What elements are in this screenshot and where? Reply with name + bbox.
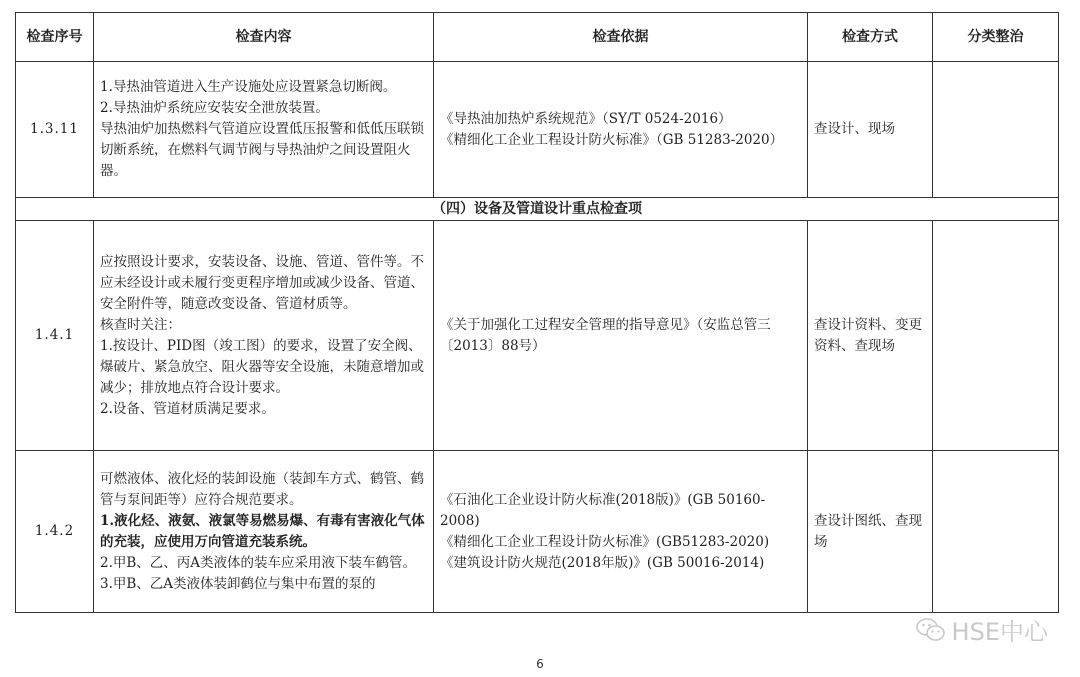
content-line: 核查时关注： <box>100 316 181 333</box>
row-class <box>933 451 1059 613</box>
row-num: 1.4.1 <box>16 221 94 451</box>
table-header-row <box>16 13 1059 62</box>
content-line: 3.甲B、乙A类液体装卸鹤位与集中布置的泵的 <box>100 575 376 592</box>
row-content <box>94 221 434 451</box>
content-line: 2.甲B、乙、丙A类液体的装车应采用液下装车鹤管。 <box>100 554 417 571</box>
row-method: 查设计、现场 <box>808 62 933 198</box>
content-line: 1.导热油管道进入生产设施处应设置紧急切断阀。 <box>100 79 397 95</box>
content-line: 可燃液体、液化烃的装卸设施（装卸车方式、鹤管、鹤管与泵间距等）应符合规范要求。 <box>100 470 424 508</box>
row-method: 查设计资料、变更资料、查现场 <box>808 221 933 451</box>
section-title: （四）设备及管道设计重点检查项 <box>16 198 1059 221</box>
header-basis: 检查依据 <box>434 13 808 62</box>
table-row <box>16 221 1059 451</box>
basis-line: 《关于加强化工过程安全管理的指导意见》（安监总管三〔2013〕88号） <box>440 316 771 354</box>
basis-line: 《石油化工企业设计防火标准(2018版)》(GB 50160-2008) <box>440 491 766 529</box>
row-class <box>933 221 1059 451</box>
content-line: 1.按设计、PID图（竣工图）的要求，设置了安全阀、爆破片、紧急放空、阻火器等安全设施，未随意增加或减少；排放地点符合设计要求。 <box>100 337 424 396</box>
content-line: 导热油炉加热燃料气管道应设置低压报警和低低压联锁切断系统，在燃料气调节阀与导热油炉之间设置阻火器。 <box>100 121 424 179</box>
page-number: 6 <box>536 657 544 671</box>
content-line: 2.设备、管道材质满足要求。 <box>100 400 275 417</box>
basis-line: 《建筑设计防火规范(2018年版)》(GB 50016-2014) <box>440 554 765 571</box>
watermark <box>916 612 1048 647</box>
row-basis <box>434 451 808 613</box>
wechat-icon <box>916 617 946 643</box>
watermark-text: HSE中心 <box>951 618 1048 646</box>
inspection-table <box>15 12 1059 613</box>
row-content <box>94 62 434 198</box>
header-num: 检查序号 <box>16 13 94 62</box>
header-content: 检查内容 <box>94 13 434 62</box>
row-num: 1.3.11 <box>16 62 94 198</box>
table-row <box>16 62 1059 198</box>
basis-line: 《精细化工企业工程设计防火标准》(GB51283-2020) <box>440 533 770 550</box>
row-basis <box>434 62 808 198</box>
row-basis <box>434 221 808 451</box>
header-method: 检查方式 <box>808 13 933 62</box>
row-content <box>94 451 434 613</box>
content-line-bold: 1.液化烃、液氨、液氯等易燃易爆、有毒有害液化气体的充装，应使用万向管道充装系统。 <box>100 512 425 550</box>
content-line: 应按照设计要求，安装设备、设施、管道、管件等。不应未经设计或未履行变更程序增加或减少设备、管道、安全附件等，随意改变设备、管道材质等。 <box>100 253 424 312</box>
content-line: 2.导热油炉系统应安装安全泄放装置。 <box>100 100 329 116</box>
table-row <box>16 451 1059 613</box>
section-row <box>16 198 1059 221</box>
basis-line: 《导热油加热炉系统规范》（SY/T 0524-2016） <box>440 110 732 127</box>
row-method: 查设计图纸、查现场 <box>808 451 933 613</box>
row-num: 1.4.2 <box>16 451 94 613</box>
basis-line: 《精细化工企业工程设计防火标准》（GB 51283-2020） <box>440 131 784 148</box>
row-class <box>933 62 1059 198</box>
header-class: 分类整治 <box>933 13 1059 62</box>
